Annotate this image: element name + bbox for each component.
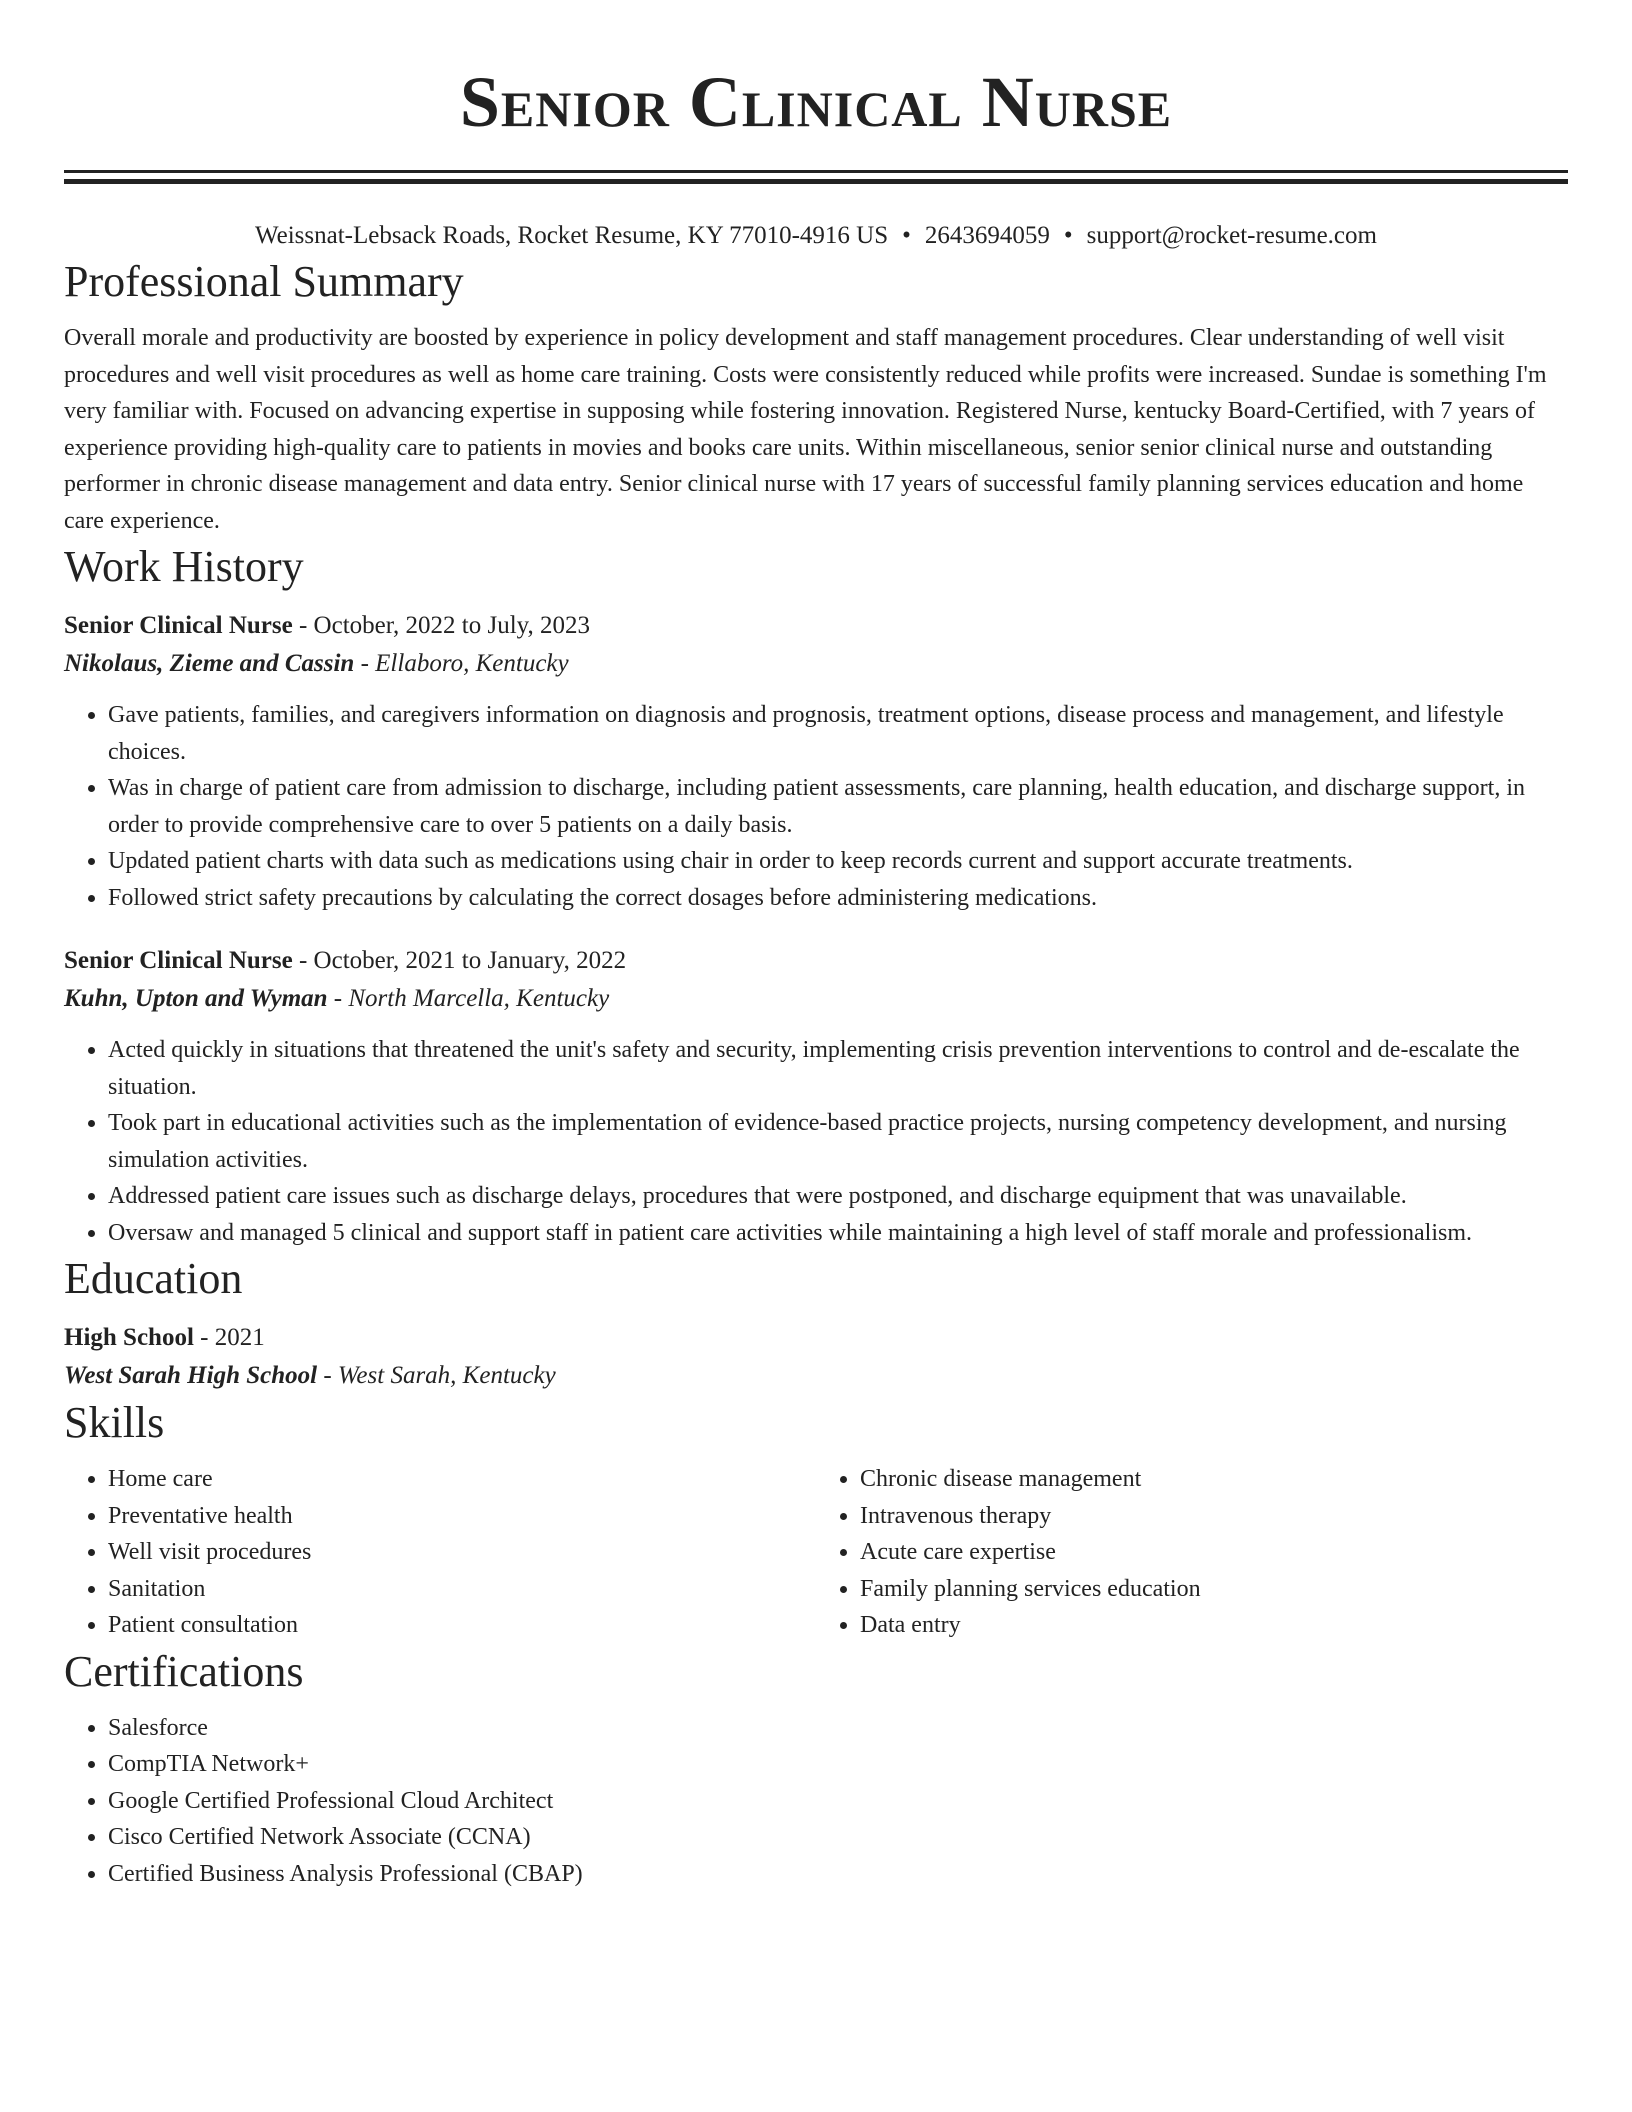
- skills-grid: [64, 1461, 1568, 1644]
- certification-item: • Google Certified Professional Cloud Architect: [108, 1783, 1568, 1820]
- title-divider-thick: [64, 179, 1568, 184]
- skills-list-left: [64, 1461, 816, 1644]
- job-title-line: [64, 607, 1568, 645]
- job-bullets: [64, 1032, 1568, 1251]
- list-item: • Updated patient charts with data such as medications using chair in order to keep records current and support accurate treatments.: [108, 843, 1568, 880]
- work-history-heading: Work History: [64, 542, 304, 591]
- job-dates: - October, 2021 to January, 2022: [292, 947, 627, 974]
- list-item: • Addressed patient care issues such as discharge delays, procedures that were postponed, and discharge equipment that was unavailable.: [108, 1178, 1568, 1215]
- job-entry: [64, 607, 1568, 916]
- job-role: Senior Clinical Nurse: [64, 612, 293, 639]
- skills-list-right: [816, 1461, 1568, 1644]
- summary-heading: Professional Summary: [64, 257, 464, 306]
- certification-item: • Cisco Certified Network Associate (CCNA): [108, 1819, 1568, 1856]
- job-company: Kuhn, Upton and Wyman: [64, 985, 328, 1012]
- school-line: [64, 1357, 1568, 1395]
- contact-address: Weissnat-Lebsack Roads, Rocket Resume, KY 77010-4916 US: [255, 222, 889, 249]
- education-degree: High School: [64, 1324, 194, 1351]
- job-title-line: [64, 942, 1568, 980]
- list-item: • Followed strict safety precautions by calculating the correct dosages before administering medications.: [108, 880, 1568, 917]
- skill-item: • Home care: [108, 1461, 816, 1498]
- job-location: - North Marcella, Kentucky: [327, 985, 610, 1012]
- certifications-heading: Certifications: [64, 1646, 304, 1696]
- skill-item: • Acute care expertise: [860, 1534, 1568, 1571]
- skills-column-left: [64, 1461, 816, 1644]
- skills-heading: Skills: [64, 1398, 165, 1447]
- contact-separator: •: [1063, 222, 1073, 249]
- education-year: - 2021: [193, 1324, 265, 1351]
- list-item: • Gave patients, families, and caregivers information on diagnosis and prognosis, treatment options, disease process and management, and lifestyle choices.: [108, 697, 1568, 770]
- certifications-list: [64, 1710, 1568, 1893]
- skill-item: • Intravenous therapy: [860, 1498, 1568, 1535]
- education-heading: Education: [64, 1254, 243, 1303]
- education-entry: [64, 1319, 1568, 1395]
- employer-line: [64, 645, 1568, 683]
- contact-phone: 2643694059: [924, 222, 1050, 249]
- job-entry: [64, 942, 1568, 1251]
- skill-item: • Sanitation: [108, 1571, 816, 1608]
- contact-line: [64, 218, 1568, 254]
- skills-column-right: [816, 1461, 1568, 1644]
- job-company: Nikolaus, Zieme and Cassin: [64, 650, 355, 677]
- skill-item: • Well visit procedures: [108, 1534, 816, 1571]
- job-role: Senior Clinical Nurse: [64, 947, 293, 974]
- education-location: - West Sarah, Kentucky: [317, 1362, 556, 1389]
- job-bullets: [64, 697, 1568, 916]
- title-divider-thin: [64, 170, 1568, 173]
- contact-email: support@rocket-resume.com: [1086, 222, 1377, 249]
- certification-item: • Salesforce: [108, 1710, 1568, 1747]
- list-item: • Was in charge of patient care from admission to discharge, including patient assessments, care planning, health education, and discharge support, in order to provide comprehensive care to over 5 patients on a daily basis.: [108, 770, 1568, 843]
- skill-item: • Patient consultation: [108, 1607, 816, 1644]
- employer-line: [64, 980, 1568, 1018]
- skill-item: • Data entry: [860, 1607, 1568, 1644]
- certification-item: • Certified Business Analysis Professional (CBAP): [108, 1856, 1568, 1893]
- contact-separator: •: [902, 222, 911, 249]
- skill-item: • Family planning services education: [860, 1571, 1568, 1608]
- job-dates: - October, 2022 to July, 2023: [292, 612, 591, 639]
- job-location: - Ellaboro, Kentucky: [354, 650, 569, 677]
- skill-item: • Preventative health: [108, 1498, 816, 1535]
- skill-item: • Chronic disease management: [860, 1461, 1568, 1498]
- list-item: • Took part in educational activities such as the implementation of evidence-based practice projects, nursing competency development, and nursing simulation activities.: [108, 1105, 1568, 1178]
- education-school: West Sarah High School: [64, 1362, 318, 1389]
- page-title: Senior Clinical Nurse: [459, 62, 1173, 142]
- list-item: • Acted quickly in situations that threatened the unit's safety and security, implementing crisis prevention interventions to control and de-escalate the situation.: [108, 1032, 1568, 1105]
- summary-text: Overall morale and productivity are boosted by experience in policy development and staff management procedures. Clear understanding of well visit procedures and well visit procedures as well as home care training. Costs were consistently reduced while profits were increased. Sundae is something I'm very familiar with. Focused on advancing expertise in supposing while fostering innovation. Registered Nurse, kentucky Board-Certified, with 7 years of experience providing high-quality care to patients in movies and books care units. Within miscellaneous, senior senior clinical nurse and outstanding performer in chronic disease management and data entry. Senior clinical nurse with 17 years of successful family planning services education and home care experience.: [64, 325, 1547, 534]
- degree-line: [64, 1319, 1568, 1357]
- certifications-section: [64, 1710, 1568, 1893]
- list-item: • Oversaw and managed 5 clinical and support staff in patient care activities while maintaining a high level of staff morale and professionalism.: [108, 1215, 1568, 1252]
- certification-item: • CompTIA Network+: [108, 1746, 1568, 1783]
